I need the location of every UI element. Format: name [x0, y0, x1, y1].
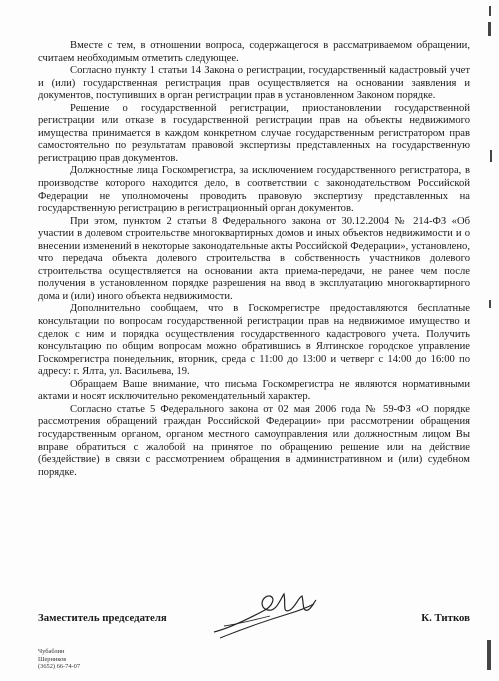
letter-body	[38, 40, 470, 479]
executor-info	[38, 648, 80, 671]
executor-name: Чубаблин	[38, 648, 65, 655]
paragraph-6: Дополнительно сообщаем, что в Госкомрегистре предоставляются бесплатные консультации по вопросам государственной регистрации прав на недвижимое имущество и сделок с ним и порядка осуществления государственного кадастрового учета. Получить консультацию по общим вопросам можно обратившись в Ялтинское городское управление Госкомрегистра понедельник, вторник, среда с 11:00 до 13:00 и четверг с 14:00 до 16:00 по адресу: г. Ялта, ул. Васильева, 19.	[38, 303, 470, 378]
executor-name-2: Шерников	[38, 655, 67, 663]
paragraph-5: При этом, пунктом 2 статьи 8 Федерального закона от 30.12.2004 № 214-ФЗ «Об участии в долевом строительстве многоквартирных домов и иных объектов недвижимости и о внесении изменений в некоторые законодательные акты Российской Федерации», установлено, что передача объекта долевого строительства в собственность участников долевого строительства осуществляется на основании акта приема-передачи, не ранее чем после получения в установленном порядке разрешения на ввод в эксплуатацию многоквартирного дома и (или) иного объекта недвижимости.	[38, 215, 470, 302]
signer-title: Заместитель председателя	[38, 612, 167, 624]
paragraph-4: Должностные лица Госкомрегистра, за исключением государственного регистратора, в производстве которого находится дело, в соответствии с законодательством Российской Федерации не уполномочены проводить правовую экспертизу представленных на государственную регистрацию в регистрационный орган документов.	[38, 165, 470, 215]
paragraph-7: Обращаем Ваше внимание, что письма Госкомрегистра не являются нормативными актами и носят исключительно рекомендательный характер.	[38, 378, 470, 403]
scan-edge-marks	[481, 0, 497, 681]
paragraph-2: Согласно пункту 1 статьи 14 Закона о регистрации, государственный кадастровый учет и (или) государственная регистрация прав осуществляется на основании заявления и документов, поступивших в орган регистрации прав в установленном Законом порядке.	[38, 65, 470, 102]
handwritten-signature	[210, 580, 320, 642]
signer-name: К. Титков	[421, 612, 470, 624]
paragraph-8: Согласно статье 5 Федерального закона от 02 мая 2006 года № 59-ФЗ «О порядке рассмотрения обращений граждан Российской Федерации» при рассмотрении обращения государственным органом, органом местного самоуправления или должностным лицом Вы вправе обратиться с жалобой на принятое по обращению решение или на действие (бездействие) в связи с рассмотрением обращения в административном и (или) судебном порядке.	[38, 403, 470, 478]
paragraph-1: Вместе с тем, в отношении вопроса, содержащегося в рассматриваемом обращении, считаем необходимым отметить следующее.	[38, 40, 470, 64]
executor-phone: (3652) 66-74-07	[38, 663, 81, 671]
paragraph-3: Решение о государственной регистрации, приостановлении государственной регистрации или отказе в государственной регистрации прав на объекты недвижимого имущества принимается в каждом конкретном случае государственным регистратором прав самостоятельно по результатам правовой экспертизы представленных на государственную регистрацию прав документов.	[38, 102, 470, 164]
